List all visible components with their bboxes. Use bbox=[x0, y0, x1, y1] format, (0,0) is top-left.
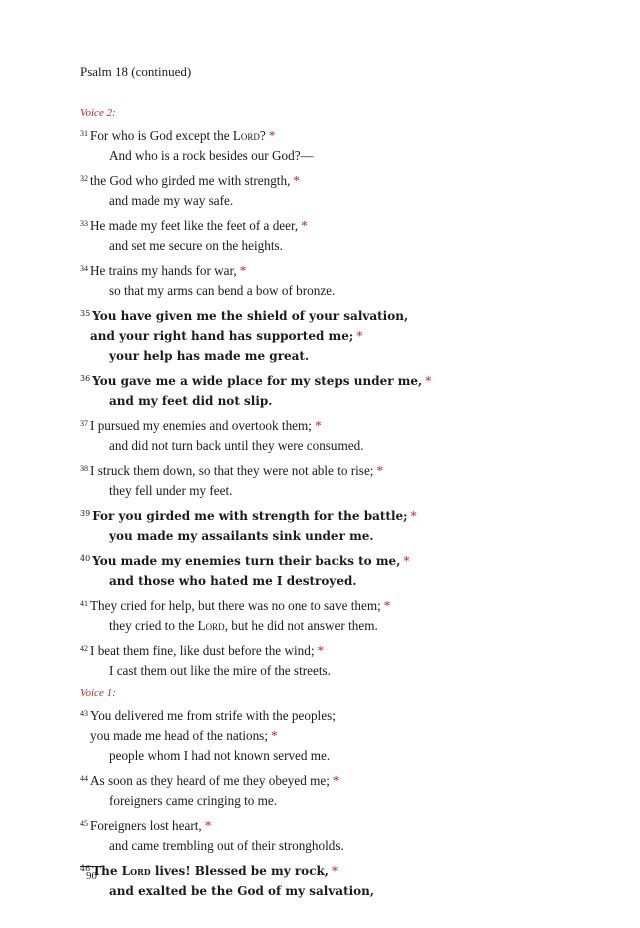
line-text: The bbox=[92, 864, 122, 878]
line-text: And who is a rock besides our God?— bbox=[109, 148, 314, 163]
verse-37 bbox=[80, 414, 600, 456]
running-header: Psalm 18 (continued) bbox=[80, 64, 192, 79]
verse-32 bbox=[80, 169, 600, 211]
line-text: As soon as they heard of me they obeyed me; bbox=[90, 773, 330, 788]
verse-number: 33 bbox=[80, 219, 88, 228]
voice-label: Voice 2: bbox=[80, 107, 116, 119]
line-text: and my feet did not slip. bbox=[109, 394, 273, 408]
verse-number: 35 bbox=[80, 309, 91, 318]
divine-name: Lord bbox=[121, 864, 151, 878]
line-text: You gave me a wide place for my steps under me, bbox=[92, 374, 423, 388]
asterisk-mark: * bbox=[268, 128, 276, 143]
verse-line bbox=[80, 391, 600, 411]
asterisk-mark: * bbox=[293, 173, 300, 188]
asterisk-mark: * bbox=[425, 374, 432, 388]
verse-number: 44 bbox=[80, 774, 88, 783]
asterisk-mark: * bbox=[332, 773, 340, 788]
verse-line bbox=[80, 704, 600, 726]
asterisk-mark: * bbox=[383, 598, 391, 613]
asterisk-mark: * bbox=[301, 218, 308, 233]
verse-line bbox=[80, 304, 600, 326]
verse-39 bbox=[80, 504, 600, 546]
verse-41 bbox=[80, 594, 600, 636]
verse-number: 42 bbox=[80, 644, 88, 653]
voice-label: Voice 1: bbox=[80, 687, 116, 699]
line-text: they cried to the bbox=[109, 618, 198, 633]
asterisk-mark: * bbox=[376, 463, 384, 478]
line-text: and made my way safe. bbox=[109, 193, 234, 208]
line-text: ? bbox=[259, 128, 266, 143]
line-text: and came trembling out of their strongholds. bbox=[109, 838, 344, 853]
verse-line bbox=[80, 259, 600, 281]
line-text: I beat them fine, like dust before the wind; bbox=[90, 643, 315, 658]
asterisk-mark: * bbox=[356, 329, 363, 343]
line-text: He trains my hands for war, bbox=[90, 263, 237, 278]
line-text: and set me secure on the heights. bbox=[109, 238, 283, 253]
verse-line bbox=[80, 124, 600, 146]
verse-number: 45 bbox=[80, 819, 88, 828]
verse-line bbox=[80, 504, 600, 526]
asterisk-mark: * bbox=[410, 509, 417, 523]
verse-number: 39 bbox=[80, 509, 91, 518]
verse-line bbox=[80, 726, 600, 746]
verse-31 bbox=[80, 124, 600, 166]
verse-line bbox=[80, 436, 600, 456]
verse-43 bbox=[80, 704, 600, 766]
verse-line bbox=[80, 594, 600, 616]
asterisk-mark: * bbox=[270, 728, 278, 743]
verse-line bbox=[80, 481, 600, 501]
asterisk-mark: * bbox=[239, 263, 247, 278]
line-text: and your right hand has supported me; bbox=[90, 329, 354, 343]
line-text: your help has made me great. bbox=[109, 349, 310, 363]
verse-number: 36 bbox=[80, 374, 91, 383]
verse-40 bbox=[80, 549, 600, 591]
asterisk-mark: * bbox=[204, 818, 212, 833]
line-text: They cried for help, but there was no one to save them; bbox=[90, 598, 381, 613]
verse-line bbox=[80, 346, 600, 366]
verse-line bbox=[80, 571, 600, 591]
verse-line bbox=[80, 746, 600, 766]
verse-number: 32 bbox=[80, 174, 88, 183]
line-text: , but he did not answer them. bbox=[224, 618, 378, 633]
verse-line bbox=[80, 639, 600, 661]
line-text: and did not turn back until they were consumed. bbox=[109, 438, 364, 453]
verse-line bbox=[80, 459, 600, 481]
verse-number: 38 bbox=[80, 464, 88, 473]
verse-number: 46 bbox=[80, 864, 91, 873]
line-text: people whom I had not known served me. bbox=[109, 748, 331, 763]
verse-line bbox=[80, 836, 600, 856]
verse-number: 40 bbox=[80, 554, 91, 563]
line-text: I cast them out like the mire of the streets. bbox=[109, 663, 331, 678]
line-text: lives! Blessed be my rock, bbox=[150, 864, 329, 878]
line-text: foreigners came cringing to me. bbox=[109, 793, 278, 808]
line-text: you made me head of the nations; bbox=[90, 728, 268, 743]
verse-line bbox=[80, 281, 600, 301]
verse-number: 31 bbox=[80, 129, 88, 138]
verse-line bbox=[80, 814, 600, 836]
footer-rule bbox=[80, 866, 102, 867]
psalm-text bbox=[80, 105, 600, 901]
line-text: the God who girded me with strength, bbox=[90, 173, 291, 188]
line-text: You have given me the shield of your salvation, bbox=[92, 309, 409, 323]
line-text: I pursued my enemies and overtook them; bbox=[90, 418, 312, 433]
verse-number: 43 bbox=[80, 709, 88, 718]
verse-38 bbox=[80, 459, 600, 501]
verse-line bbox=[80, 526, 600, 546]
verse-number: 34 bbox=[80, 264, 88, 273]
verse-33 bbox=[80, 214, 600, 256]
verse-line bbox=[80, 769, 600, 791]
verse-34 bbox=[80, 259, 600, 301]
asterisk-mark: * bbox=[314, 418, 322, 433]
verse-line bbox=[80, 369, 600, 391]
verse-35 bbox=[80, 304, 600, 366]
verse-line bbox=[80, 414, 600, 436]
verse-line bbox=[80, 616, 600, 636]
verse-line bbox=[80, 236, 600, 256]
line-text: You delivered me from strife with the peoples; bbox=[90, 708, 336, 723]
verse-36 bbox=[80, 369, 600, 411]
divine-name: Lord bbox=[197, 618, 225, 633]
verse-46 bbox=[80, 859, 600, 901]
line-text: Foreigners lost heart, bbox=[90, 818, 202, 833]
verse-line bbox=[80, 146, 600, 166]
line-text: I struck them down, so that they were not able to rise; bbox=[90, 463, 374, 478]
line-text: you made my assailants sink under me. bbox=[109, 529, 374, 543]
verse-line bbox=[80, 791, 600, 811]
asterisk-mark: * bbox=[403, 554, 410, 568]
line-text: For who is God except the bbox=[90, 128, 233, 143]
verse-line bbox=[80, 549, 600, 571]
divine-name: Lord bbox=[232, 128, 260, 143]
verse-line bbox=[80, 326, 600, 346]
verse-line bbox=[80, 859, 600, 881]
verse-line bbox=[80, 661, 600, 681]
verse-44 bbox=[80, 769, 600, 811]
line-text: You made my enemies turn their backs to me, bbox=[92, 554, 401, 568]
line-text: and those who hated me I destroyed. bbox=[109, 574, 357, 588]
asterisk-mark: * bbox=[332, 864, 338, 878]
verse-line bbox=[80, 214, 600, 236]
verse-42 bbox=[80, 639, 600, 681]
verse-45 bbox=[80, 814, 600, 856]
line-text: For you girded me with strength for the battle; bbox=[92, 509, 408, 523]
asterisk-mark: * bbox=[317, 643, 325, 658]
verse-line bbox=[80, 169, 600, 191]
line-text: He made my feet like the feet of a deer, bbox=[90, 218, 299, 233]
line-text: so that my arms can bend a bow of bronze. bbox=[109, 283, 336, 298]
line-text: and exalted be the God of my salvation, bbox=[109, 884, 375, 898]
verse-number: 37 bbox=[80, 419, 88, 428]
verse-number: 41 bbox=[80, 599, 88, 608]
verse-line bbox=[80, 881, 600, 901]
page-number: 90 bbox=[86, 870, 97, 882]
line-text: they fell under my feet. bbox=[109, 483, 233, 498]
verse-line bbox=[80, 191, 600, 211]
